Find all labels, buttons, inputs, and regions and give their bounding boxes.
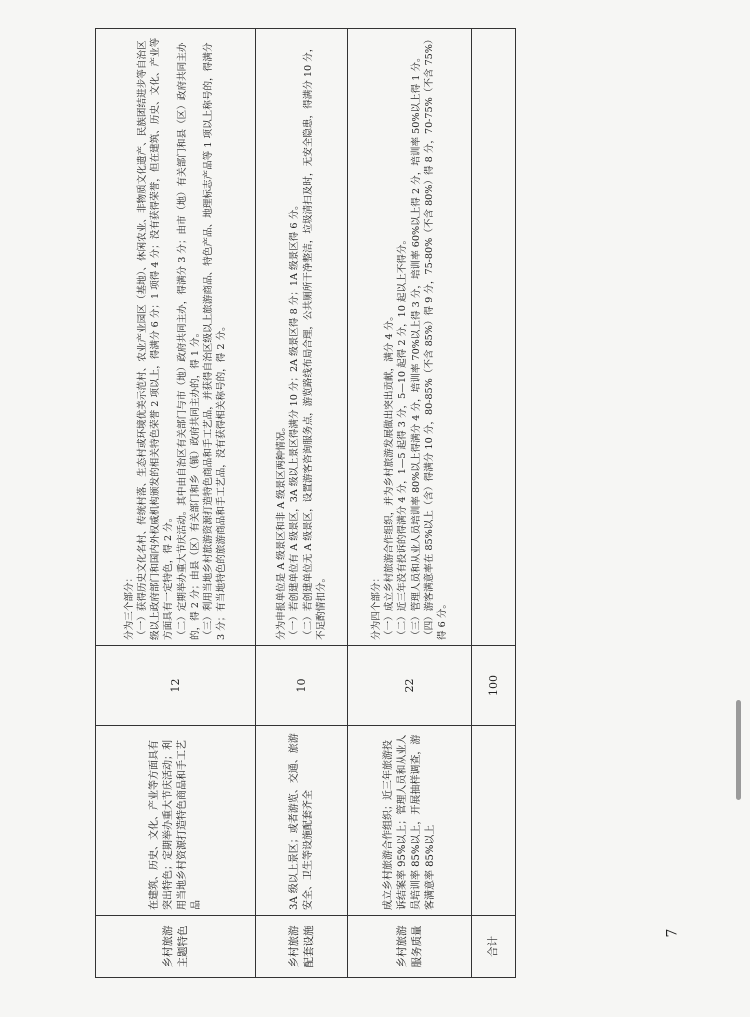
empty-cell [472,29,516,646]
score-cell: 22 [348,646,472,726]
details-cell [96,29,256,646]
criteria-cell: 3A 级以上景区；或者游览、交通、旅游安全、卫生等设施配套齐全 [256,726,348,916]
scoring-table-rotated [95,29,516,978]
detail-line: 分为四个部分： [371,572,383,640]
detail-line: （三）管理人员和从业人员培训率 80%以上得满分 4 分，培训率 70%以上得 3 分，培训率 60%以上得 2 分，培训率 50%以上得 1 分。 [410,52,422,640]
detail-line: （一）获得历史文化名村、传统村落、生态村或环境优美示范村、农业产业园区（基地）、休闲农业、非物质文化遗产、民族团结进步等自治区级以上政府部门和国内外权威机构颁发的相关特色荣誉 2 项以上，得满分 6 分；1 项得 4 分；没有获得荣誉，但在建筑、历史、文化、产业等方面具有一定特色，得 2 分。 [136,37,175,640]
criteria-cell: 在建筑、历史、文化、产业等方面具有突出特色；定期举办重大节庆活动；利用当地乡村资源打造特色商品和手工艺品 [96,726,256,916]
scrollbar[interactable] [736,700,741,800]
score-cell: 10 [256,646,348,726]
category-cell: 乡村旅游主题特色 [96,916,256,978]
detail-line: （一）成立乡村旅游合作组织，并为乡村旅游发展做出突出贡献，满分 4 分。 [384,311,396,640]
page-number: 7 [664,928,681,938]
detail-line: 分为申报单位是 A 级景区和非 A 级景区两种情况。 [276,422,288,640]
category-cell: 乡村旅游配套设施 [256,916,348,978]
detail-line: （二）若创建单位无 A 级景区，设置游客咨询服务点，游览路线布局合理，公共厕所干净整洁，垃圾清扫及时，无安全隐患，得满分 10 分，不足酌情扣分。 [302,42,327,640]
details-cell [348,29,472,646]
detail-line: （三）利用当地乡村旅游资源打造特色商品和手工艺品，并获得自治区级以上旅游商品、特色产品、地理标志产品等 1 项以上称号的，得满分 3 分；有当地特色的旅游商品和手工艺品，没有获得相关称号的，得 2 分。 [202,42,228,640]
detail-line: （四）游客满意率在 85%以上（含）得满分 10 分，80-85%（不含 85%）得 9 分，75-80%（不含 80%）得 8 分，70-75%（不含 75%）得 6 分。 [423,34,449,640]
scoring-table [95,28,516,978]
table-row [256,29,348,978]
detail-line: （一）若创建单位有 A 级景区，3A 级以上景区得满分 10 分；2A 级景区得 8 分；1A 级景区得 6 分。 [289,200,301,640]
criteria-cell: 成立乡村旅游合作组织；近三年旅游投诉结案率 95%以上；管理人员和从业人员培训率 85%以上，开展抽样调查，游客满意率 85%以上 [348,726,472,916]
detail-line: （二）近三年没有投诉的得满分 4 分，1—5 起得 3 分，5—10 起得 2 分，10 起以上不得分。 [397,234,409,640]
table-row [348,29,472,978]
detail-line: （二）定期举办重大节庆活动。其中由自治区有关部门与市（地）政府共同主办，得满分 3 分；由市（地）有关部门和县（区）政府共同主办的，得 2 分；由县（区）有关部门和乡（镇）政府共同主办的，得 1 分。 [176,42,201,640]
detail-line: 分为三个部分： [123,572,135,640]
details-cell [256,29,348,646]
score-cell: 12 [96,646,256,726]
total-score: 100 [472,646,516,726]
empty-cell [472,726,516,916]
total-label: 合计 [472,916,516,978]
total-row [472,29,516,978]
table-row [96,29,256,978]
category-cell: 乡村旅游服务质量 [348,916,472,978]
